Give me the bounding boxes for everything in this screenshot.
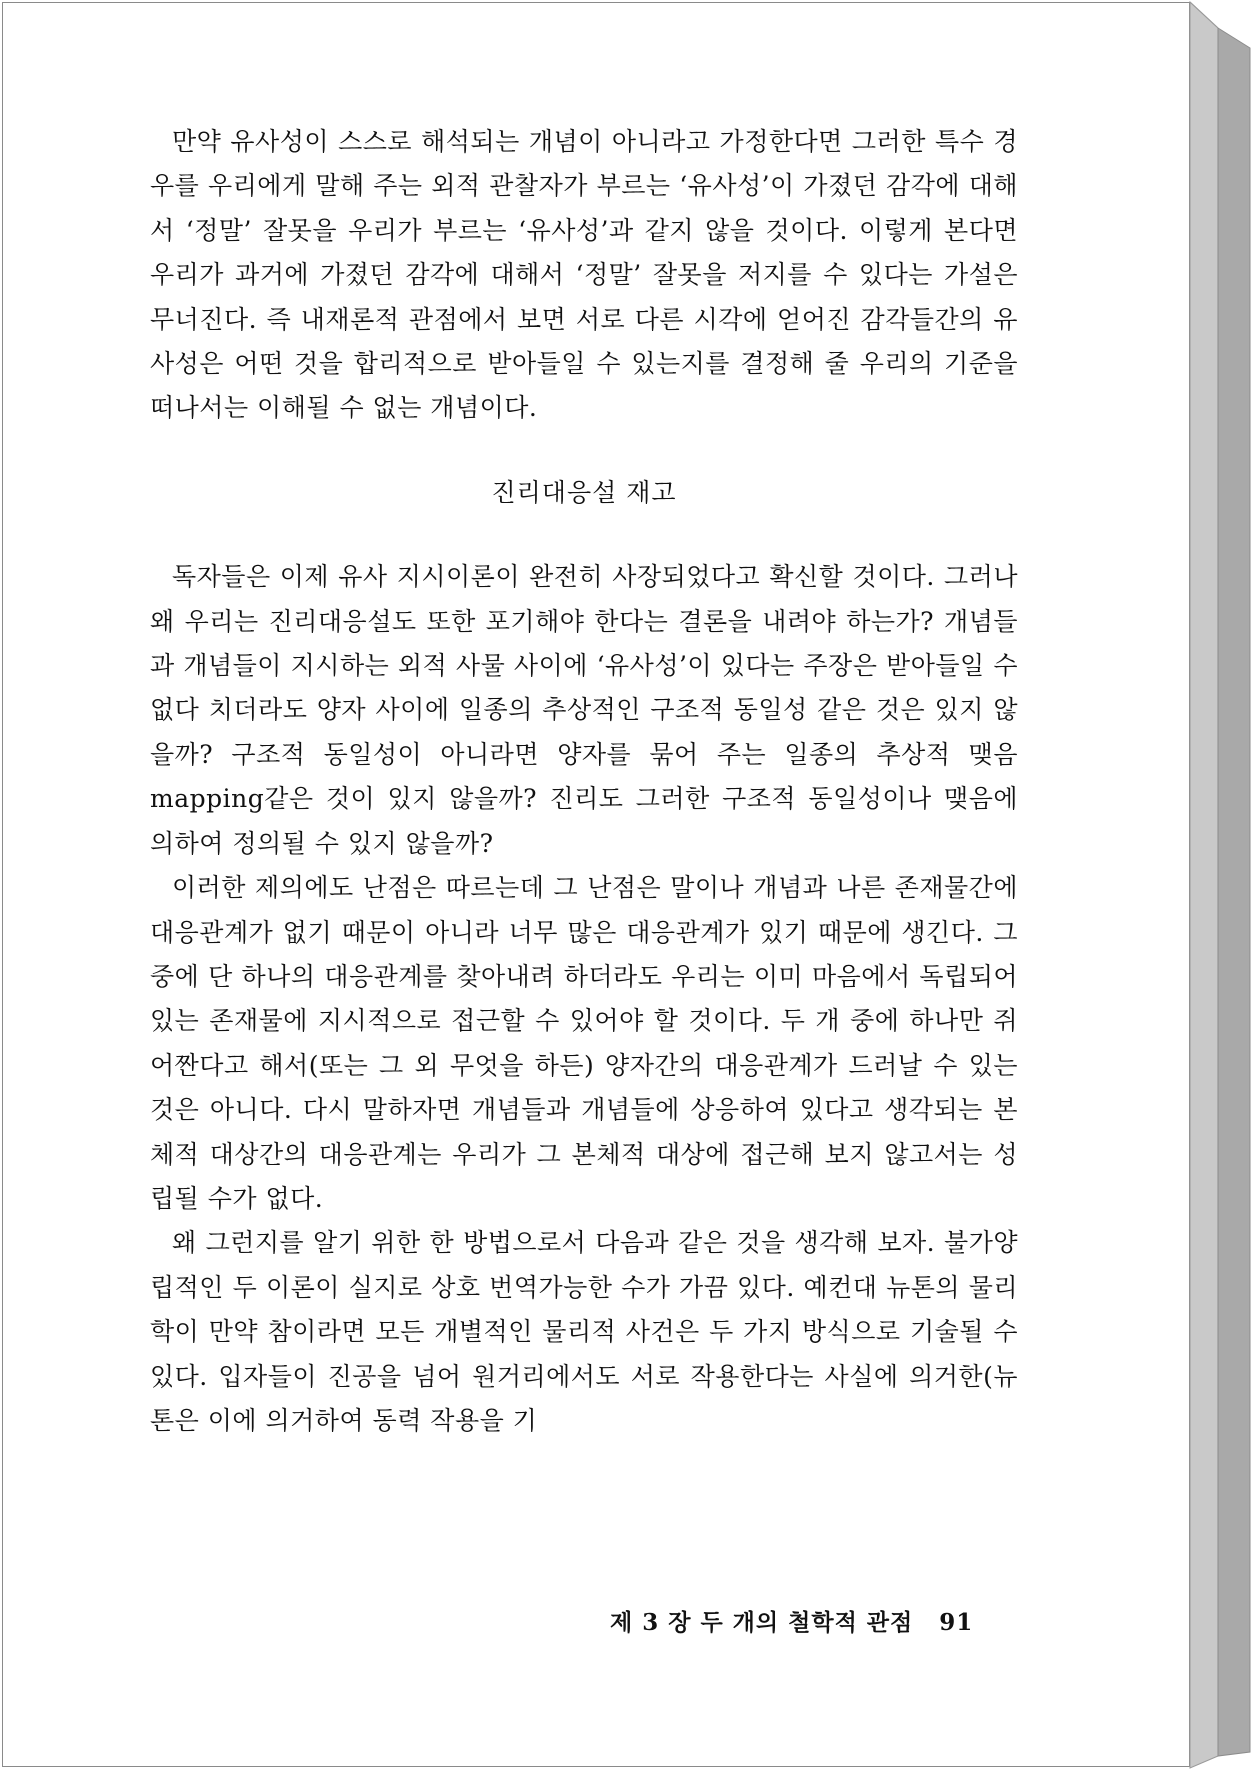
paragraph-1: 만약 유사성이 스스로 해석되는 개념이 아니라고 가정한다면 그러한 특수 경우를 우리에게 말해 주는 외적 관찰자가 부르는 ‘유사성’이 가졌던 감각에 대해서 ‘정말’ 잘못을 우리가 부르는 ‘유사성’과 같지 않을 것이다. 이렇게 본다면 우리가 과거에 가졌던 감각에 대해서 ‘정말’ 잘못을 저지를 수 있다는 가설은 무너진다. 즉 내재론적 관점에서 보면 서로 다른 시각에 얻어진 감각들간의 유사성은 어떤 것을 합리적으로 받아들일 수 있는지를 결정해 줄 우리의 기준을 떠나서는 이해될 수 없는 개념이다. xyxy=(150,127,1018,423)
paragraph-4: 왜 그런지를 알기 위한 한 방법으로서 다음과 같은 것을 생각해 보자. 불가양립적인 두 이론이 실지로 상호 번역가능한 수가 가끔 있다. 예컨대 뉴톤의 물리학이 만약 참이라면 모든 개별적인 물리적 사건은 두 가지 방식으로 기술될 수 있다. 입자들이 진공을 넘어 원거리에서도 서로 작용한다는 사실에 의거한(뉴톤은 이에 의거하여 동력 작용을 기 xyxy=(150,1228,1018,1435)
page-number: 91 xyxy=(939,1609,974,1636)
body-text xyxy=(150,120,1018,1443)
paragraph-3: 이러한 제의에도 난점은 따르는데 그 난점은 말이나 개념과 나른 존재물간에 대응관계가 없기 때문이 아니라 너무 많은 대응관계가 있기 때문에 생긴다. 그 중에 단 하나의 대응관계를 찾아내려 하더라도 우리는 이미 마음에서 독립되어 있는 존재물에 지시적으로 접근할 수 있어야 할 것이다. 두 개 중에 하나만 쥐어짠다고 해서(또는 그 외 무엇을 하든) 양자간의 대응관계가 드러날 수 있는 것은 아니다. 다시 말하자면 개념들과 개념들에 상응하여 있다고 생각되는 본체적 대상간의 대응관계는 우리가 그 본체적 대상에 접근해 보지 않고서는 성립될 수가 없다. xyxy=(150,873,1018,1213)
page-footer xyxy=(610,1604,1010,1637)
paragraph-2: 독자들은 이제 유사 지시이론이 완전히 사장되었다고 확신할 것이다. 그러나 왜 우리는 진리대응설도 또한 포기해야 한다는 결론을 내려야 하는가? 개념들과 개념들이 지시하는 외적 사물 사이에 ‘유사성’이 있다는 주장은 받아들일 수 없다 치더라도 양자 사이에 일종의 추상적인 구조적 동일성 같은 것은 있지 않을까? 구조적 동일성이 아니라면 양자를 묶어 주는 일종의 추상적 맺음 mapping같은 것이 있지 않을까? 진리도 그러한 구조적 동일성이나 맺음에 의하여 정의될 수 있지 않을까? xyxy=(150,562,1018,858)
chapter-title: 제 3 장 두 개의 철학적 관점 xyxy=(610,1609,914,1636)
section-heading: 진리대응설 재고 xyxy=(491,477,677,507)
